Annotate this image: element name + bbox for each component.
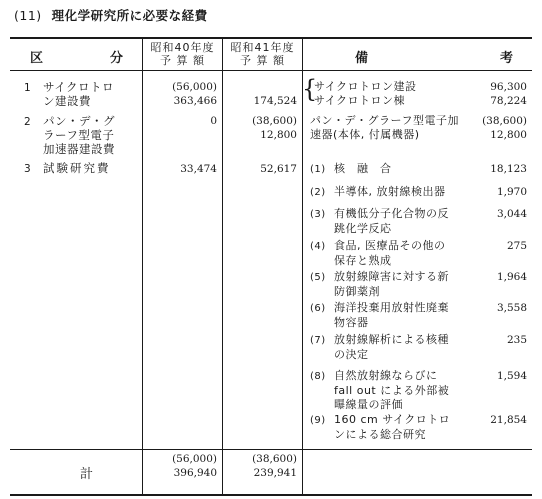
row2-y41	[223, 114, 297, 142]
research-item-5-text: 防御薬剤	[334, 285, 380, 298]
row2-note-line2: 速器(本体, 付属機器)	[310, 128, 420, 141]
total-label: 計	[80, 467, 94, 482]
research-item-8-number: (8)	[310, 371, 326, 382]
research-item-3-number: (3)	[310, 209, 326, 220]
section-title: 理化学研究所に必要な経費	[51, 8, 208, 23]
row1-name-line2: ン建設費	[43, 94, 91, 108]
total-y40-value: 396,940	[173, 467, 217, 479]
row3-y41: 52,617	[260, 163, 297, 175]
research-item-6-text: 海洋投棄用放射性廃棄	[334, 301, 449, 314]
row1-name	[43, 80, 114, 108]
research-item-2	[310, 185, 490, 200]
row2-y41-paren: (38,600)	[252, 115, 297, 127]
research-item-5-line1	[310, 270, 490, 285]
research-item-1-text: 核 融 合	[334, 162, 392, 175]
header-divider	[10, 70, 532, 71]
research-item-8-text: 自然放射線ならびに	[334, 369, 438, 382]
research-item-8-amount: 1,594	[496, 370, 527, 382]
header-col3-line1: 昭和41年度	[230, 41, 295, 54]
total-divider	[10, 449, 532, 450]
header-col3	[223, 41, 302, 67]
row3-name: 試験研究費	[43, 161, 111, 175]
research-item-4-number: (4)	[310, 241, 326, 252]
row1-note-2-amount: 78,224	[490, 95, 527, 107]
header-col2	[143, 41, 222, 67]
header-col1: 区	[30, 51, 44, 66]
research-item-7-number: (7)	[310, 335, 326, 346]
total-y41	[223, 452, 297, 480]
research-item-2-number: (2)	[310, 187, 326, 198]
research-item-2-line1	[310, 185, 490, 200]
research-item-8	[310, 369, 490, 412]
research-item-4	[310, 239, 490, 268]
research-item-9-number: (9)	[310, 415, 326, 426]
research-item-8-text: 曝線量の評価	[334, 398, 403, 411]
research-item-5-line2	[310, 285, 490, 299]
research-item-8-text: fall out による外部被	[334, 384, 450, 397]
research-item-2-amount: 1,970	[496, 186, 527, 198]
row2-name-line1: パン・デ・グ	[43, 114, 115, 128]
header-col4b: 考	[500, 51, 514, 66]
research-item-4-line1	[310, 239, 490, 254]
research-item-3-line1	[310, 207, 490, 222]
brace-symbol: {	[302, 75, 318, 103]
row2-name	[43, 114, 115, 156]
research-item-9-line1	[310, 413, 490, 428]
row1-note-2: サイクロトロン棟	[314, 94, 406, 107]
total-y41-value: 239,941	[253, 467, 297, 479]
research-item-6-text: 物容器	[334, 316, 369, 329]
research-item-1	[310, 162, 490, 177]
research-item-1-amount: 18,123	[490, 163, 527, 175]
research-item-6-line2	[310, 316, 490, 330]
research-item-1-line1	[310, 162, 490, 177]
row2-note-amount	[482, 114, 527, 142]
research-item-3-amount: 3,044	[496, 208, 527, 220]
research-item-9-line2	[310, 428, 490, 442]
research-item-9-text: 160 cm サイクロトロ	[334, 413, 451, 426]
budget-table	[10, 37, 532, 496]
col-divider-3	[302, 39, 303, 494]
research-item-7-amount: 235	[506, 334, 527, 346]
research-item-9-amount: 21,854	[490, 414, 527, 426]
row3-number: 3	[24, 163, 31, 175]
research-item-4-text: 食品, 医療品その他の	[334, 239, 446, 252]
research-item-7-text: 放射線解析による核種	[334, 333, 449, 346]
page-title	[14, 6, 208, 24]
research-item-8-line3	[310, 398, 490, 412]
header-col2-line2: 予 算 額	[160, 54, 205, 67]
row2-note-amount-paren: (38,600)	[482, 115, 527, 127]
research-item-8-line1	[310, 369, 490, 384]
research-item-3-text: 有機低分子化合物の反	[334, 207, 449, 220]
row2-note-amount-value: 12,800	[490, 129, 527, 141]
research-item-4-line2	[310, 254, 490, 268]
research-item-8-line2	[310, 384, 490, 398]
research-item-7-line1	[310, 333, 490, 348]
total-y41-paren: (38,600)	[252, 453, 297, 465]
research-item-3-text: 跳化学反応	[334, 222, 392, 235]
research-item-4-amount: 275	[506, 240, 527, 252]
header-col4: 備	[355, 51, 369, 66]
row3-y40: 33,474	[180, 163, 217, 175]
row2-note-line1: パン・デ・グラーフ型電子加	[310, 114, 459, 127]
row1-y40-paren: (56,000)	[172, 81, 217, 93]
row2-y41-value: 12,800	[260, 129, 297, 141]
research-item-6-amount: 3,558	[496, 302, 527, 314]
research-item-9-text: ンによる総合研究	[334, 428, 426, 441]
research-item-5	[310, 270, 490, 299]
research-item-6-number: (6)	[310, 303, 326, 314]
row1-y40	[143, 80, 217, 108]
research-item-7-line2	[310, 348, 490, 362]
research-item-6-line1	[310, 301, 490, 316]
row2-note	[310, 114, 490, 142]
header-col1b: 分	[110, 51, 124, 66]
row2-number: 2	[24, 116, 31, 128]
research-item-7	[310, 333, 490, 362]
research-item-1-number: (1)	[310, 164, 326, 175]
row2-y40: 0	[210, 115, 217, 127]
research-item-5-amount: 1,964	[496, 271, 527, 283]
research-item-3-line2	[310, 222, 490, 236]
row1-y40-value: 363,466	[173, 95, 217, 107]
row1-name-line1: サイクロトロ	[43, 80, 114, 94]
row1-y41: 174,524	[253, 95, 297, 107]
row1-number: 1	[24, 82, 31, 94]
row2-name-line2: ラーフ型電子	[43, 128, 115, 142]
row1-note-1: サイクロトロン建設	[314, 80, 417, 93]
total-y40	[143, 452, 217, 480]
research-item-6	[310, 301, 490, 330]
header-col2-line1: 昭和40年度	[150, 41, 215, 54]
research-item-2-text: 半導体, 放射線検出器	[334, 185, 446, 198]
research-item-5-number: (5)	[310, 272, 326, 283]
section-number: (11)	[14, 8, 42, 23]
research-item-5-text: 放射線障害に対する新	[334, 270, 449, 283]
research-item-4-text: 保存と熟成	[334, 254, 392, 267]
research-item-7-text: の決定	[334, 348, 369, 361]
row1-note-1-amount: 96,300	[490, 81, 527, 93]
research-item-9	[310, 413, 490, 442]
row2-name-line3: 加速器建設費	[43, 142, 115, 156]
header-col3-line2: 予 算 額	[240, 54, 285, 67]
research-item-3	[310, 207, 490, 236]
total-y40-paren: (56,000)	[172, 453, 217, 465]
